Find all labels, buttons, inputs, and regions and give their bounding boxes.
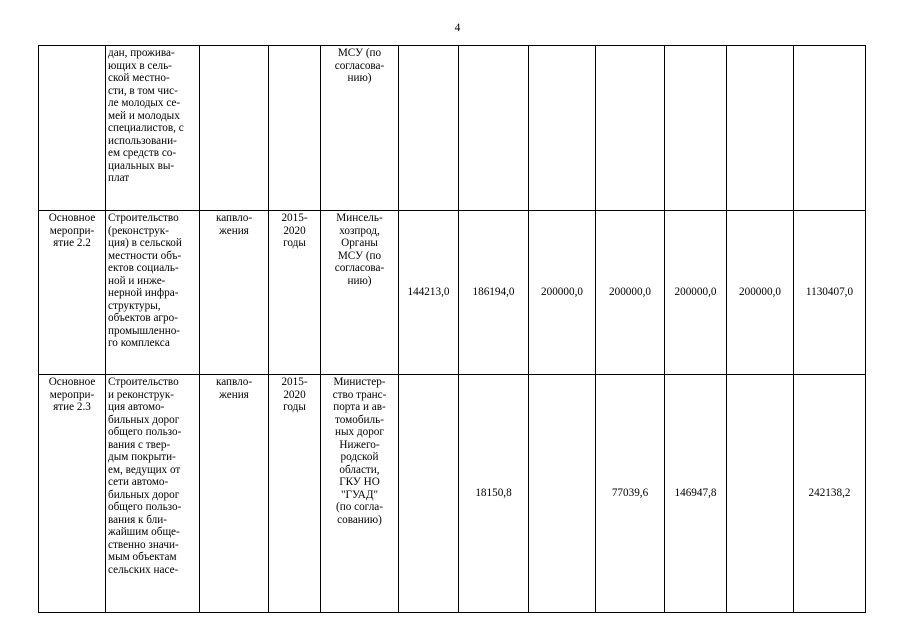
cell-line: сельских насе- [108,563,179,576]
page-number: 4 [454,22,461,34]
cell-period [269,375,321,613]
cell-line: нию) [347,274,372,287]
cell-expense-type [200,211,269,375]
cell-line: 2015- [281,376,308,388]
cell-line: 2020 [283,224,306,237]
cell-amount [459,46,529,211]
cell-total [794,46,866,211]
cell-line: ятие 2.3 [53,401,91,413]
cell-line: (реконструк- [108,224,169,237]
cell-line: специалистов, с [108,122,184,134]
cell-line: капвло- [215,212,253,224]
cell-line: структуры, [108,299,161,312]
cell-line: МСУ (по [337,47,382,59]
cell-amount [399,46,459,211]
cell-line: ных дорог [335,426,384,438]
cell-line: годы [283,237,306,249]
cell-line: бильных дорог [108,488,180,501]
cell-line: нерной инфра- [108,287,179,299]
cell-amount: 144213,0 [399,211,459,375]
cell-line: 2015- [281,212,308,224]
cell-line: общего пользо- [108,501,182,513]
cell-line: Основное [48,376,96,388]
cell-line: ектов социаль- [108,262,179,274]
cell-amount: 200000,0 [529,211,596,375]
cell-line: и реконструк- [108,388,174,401]
cell-expense-type [200,375,269,613]
cell-line: ем, ведущих от [108,463,181,476]
cell-code [39,46,106,211]
cell-line: согласова- [334,262,385,274]
cell-amount: 77039,6 [596,375,665,613]
cell-line: "ГУАД" [340,488,379,501]
cell-line: местности объ- [108,249,182,262]
cell-line: ской местно- [108,72,170,84]
cell-line: Минсель- [336,212,383,224]
cell-line: использовани- [108,134,177,147]
cell-line: капвло- [215,376,253,388]
cell-period [269,211,321,375]
cell-amount: 18150,8 [459,375,529,613]
cell-line: Нижего- [339,438,380,451]
cell-line: объектов агро- [108,312,178,324]
cell-line: родской [340,451,379,463]
cell-line: Органы [341,237,378,249]
cell-line: годы [283,401,306,413]
cell-line: меропри- [49,388,95,401]
cell-line: ле молодых се- [108,97,181,109]
cell-line: го комплекса [108,337,170,349]
cell-code [39,375,106,613]
cell-line: сованию) [337,513,382,526]
cell-line: сти, в том чис- [108,84,178,97]
cell-line: (по согла- [336,501,383,513]
cell-code [39,211,106,375]
cell-line: вания к бли- [108,513,167,526]
cell-amount [665,46,727,211]
cell-amount [727,375,794,613]
cell-amount: 200000,0 [727,211,794,375]
cell-line: дым покрыти- [108,451,176,463]
table-row [39,211,866,375]
cell-executor [321,375,399,613]
cell-line: Основное [48,212,96,224]
cell-amount [529,46,596,211]
cell-name [106,46,200,211]
cell-line: общего пользо- [108,426,182,438]
cell-amount [529,375,596,613]
cell-line: плат [108,172,130,184]
program-table [38,45,866,613]
cell-line: мым объектам [108,551,177,563]
cell-line: циальных вы- [108,159,175,172]
cell-line: ем средств со- [108,147,177,159]
cell-line: ГКУ НО [339,476,380,488]
cell-line: сети автомо- [108,476,169,488]
cell-line: Министер- [333,376,386,388]
cell-line: ство транс- [332,388,387,401]
cell-line: Строительство [108,376,179,388]
cell-amount: 146947,8 [665,375,727,613]
cell-line: ной и инже- [108,274,166,287]
cell-amount [596,46,665,211]
cell-line: меропри- [49,224,95,237]
cell-line: промышленно- [108,324,181,337]
cell-expense-type [200,46,269,211]
cell-name [106,211,200,375]
cell-amount: 186194,0 [459,211,529,375]
cell-line: ятие 2.2 [53,237,91,249]
cell-line: ция автомо- [108,401,165,413]
cell-line: бильных дорог [108,413,180,426]
cell-amount: 200000,0 [665,211,727,375]
cell-name [106,375,200,613]
table-row [39,46,866,211]
cell-total: 1130407,0 [794,211,866,375]
cell-line: ция) в сельской [108,237,182,249]
cell-amount [399,375,459,613]
cell-line: порта и ав- [333,401,386,413]
cell-line: хозпрод, [339,224,380,237]
cell-amount: 200000,0 [596,211,665,375]
cell-line: жения [219,224,249,237]
cell-line: ющих в сель- [108,59,172,72]
cell-line: нию) [347,72,372,84]
cell-line: ственно значи- [108,538,179,551]
cell-line: МСУ (по [337,249,382,262]
cell-line: вания с твер- [108,438,171,451]
cell-line: Строительство [108,212,179,224]
cell-total: 242138,2 [794,375,866,613]
cell-line: 2020 [283,388,306,401]
table-row [39,375,866,613]
cell-line: жения [219,388,249,401]
cell-line: области, [339,463,380,476]
cell-line: томобиль- [335,413,384,426]
cell-period [269,46,321,211]
cell-line: жайшим обще- [108,526,180,538]
cell-line: согласова- [334,59,385,72]
cell-line: дан, прожива- [108,47,175,59]
cell-executor [321,211,399,375]
cell-amount [727,46,794,211]
cell-executor [321,46,399,211]
cell-line: мей и молодых [108,109,180,122]
